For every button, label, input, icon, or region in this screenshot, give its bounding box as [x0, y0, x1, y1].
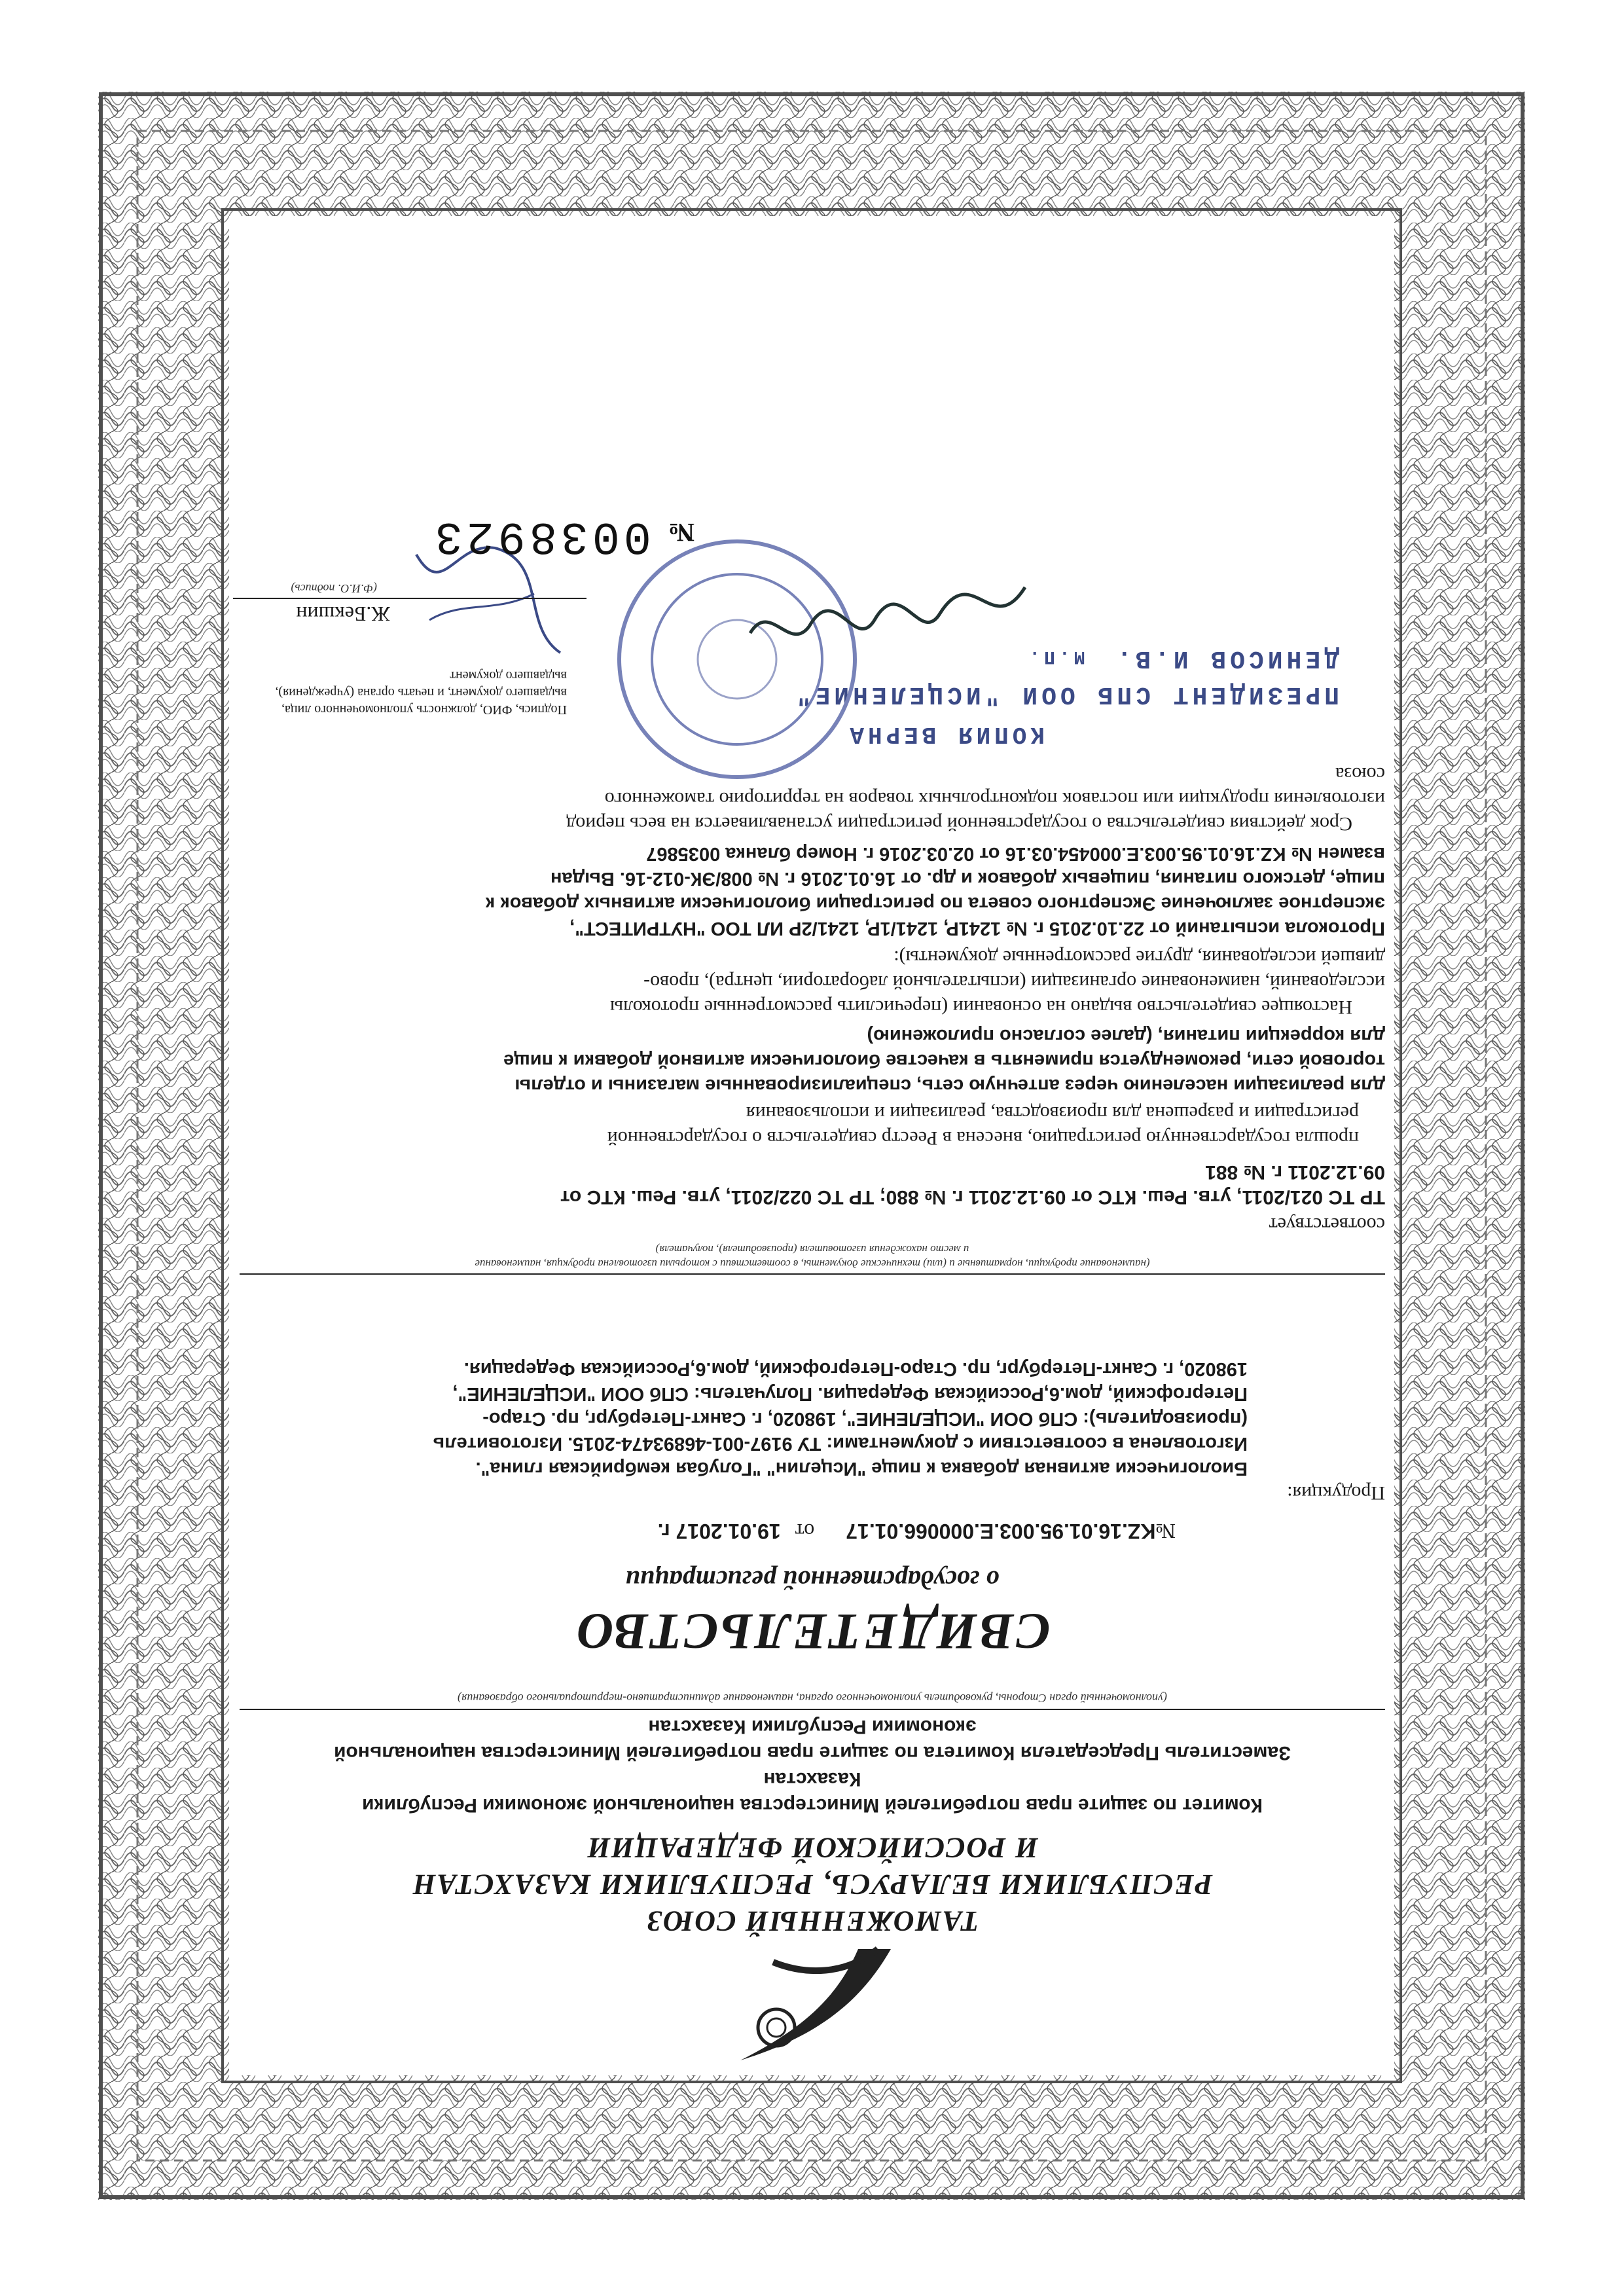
product-line-1: Биологически активная добавка к пище "Исцелин" "Голубая кембрийская глина".	[475, 1458, 1248, 1479]
date-prefix: от	[795, 1520, 815, 1543]
serial-prefix: №	[664, 518, 695, 547]
basis-line-7: взамен № KZ.16.01.95.003.E.000454.03.16 от 02.03.2016 г. Номер бланка 0035867	[646, 843, 1385, 864]
signature-caption-1: Подпись, ФИО, должность уполномоченного лица,	[281, 702, 567, 717]
product-description	[253, 1357, 1248, 1481]
signature-caption-3: выдавшего документ	[450, 668, 567, 683]
authority-line-3: Заместитель Председателя Комитета по защите прав потребителей Министерства национальной	[333, 1742, 1291, 1764]
basis-line-1: Настоящее свидетельство выдано на основании (перечислить рассмотренные протоколы	[609, 996, 1352, 1018]
authority-line-1: Комитет по защите прав потребителей Министерства национальной экономики Республики	[362, 1795, 1263, 1816]
issuing-authority	[240, 1713, 1385, 1818]
product-line-5: 198020, г. Санкт-Петербург, пр. Старо-Петергофский, дом.6,Российская Федерация.	[463, 1358, 1248, 1379]
basis-line-5: экспертное заключение Экспертного совета по регистрации биологически активных добавок к	[485, 893, 1385, 914]
validity-line-1: Срок действия свидетельства о государственной регистрации устанавливается на весь период	[566, 813, 1352, 835]
registration-line-3: для реализации населению через аптечную сеть, специализированные магазины и отделы	[514, 1075, 1385, 1096]
registration-line-1: прошла государственную регистрацию, внесена в Реестр свидетельств о государственной	[607, 1127, 1359, 1149]
conformity-line-2: 09.12.2011 г. № 881	[1205, 1161, 1385, 1183]
product-caption-2: и место нахождения изготовителя (производителя), получателя)	[655, 1243, 969, 1256]
union-line-2: РЕСПУБЛИКИ БЕЛАРУСЬ, РЕСПУБЛИКИ КАЗАХСТАН	[412, 1868, 1213, 1901]
signer-name: Ж.Бекшин	[296, 602, 390, 626]
customs-union-heading	[226, 1829, 1398, 1939]
authority-line-2: Казахстан	[763, 1768, 861, 1790]
basis-line-2: исследований, наименование организации (испытательной лаборатории, центра), прово-	[643, 972, 1385, 993]
blank-serial-number	[431, 509, 695, 561]
authority-rule	[240, 1709, 1385, 1710]
certificate-number-line	[456, 1519, 1176, 1543]
product-caption-1: (наименование продукции, нормативные и (или) технические документы, в соответствии с которыми изготовлена продукция, наименование	[475, 1258, 1150, 1270]
registration-statement	[233, 1101, 1359, 1150]
union-line-3: И РОССИЙСКОЙ ФЕДЕРАЦИИ	[586, 1832, 1038, 1864]
copy-certified-stamp: КОПИЯ ВЕРНА	[846, 721, 1045, 748]
basis-line-4: Протокола испытаний от 22.10.2015 г. № 1241Р, 1241/1Р, 1241/2Р ИЛ ТОО "НУТРИТЕСТ",	[569, 918, 1385, 939]
certificate-number: KZ.16.01.95.003.E.000066.01.17	[846, 1520, 1156, 1543]
registration-line-2: регистрации и разрешена для производства, реализации и использования	[746, 1102, 1359, 1124]
signature-caption-2: выдавшего документ, и печать органа (учреждения),	[275, 685, 567, 700]
number-prefix: №	[1155, 1520, 1176, 1543]
conformity-standards	[240, 1159, 1385, 1209]
union-title: ТАМОЖЕННЫЙ СОЮЗ	[645, 1905, 979, 1937]
basis-documents	[233, 841, 1385, 941]
product-line-3: (производитель): СПб ООИ "ИСЦЕЛЕНИЕ", 198020, г. Санкт-Петербург, пр. Старо-	[482, 1408, 1248, 1429]
signature-caption	[240, 667, 567, 718]
serial-value: 0038923	[431, 509, 651, 561]
basis-line-6: пище, детского питания, пищевых добавок и др. от 16.01.2016 г. № 008/ЭК-012-16. Выдан	[550, 868, 1385, 889]
signature-rule	[233, 598, 586, 599]
authority-caption: (уполномоченный орган Стороны, руководитель уполномоченного органа, наименование административно-территориального образования)	[458, 1692, 1167, 1705]
certificate-subtitle: о государственной регистрации	[625, 1565, 1000, 1595]
registration-scope	[233, 1023, 1385, 1098]
customs-union-logo-icon	[721, 1942, 904, 2073]
validity-line-2: изготовления продукции или поставок подконтрольных товаров на территорию таможенного	[604, 788, 1385, 810]
authority-line-4: экономики Республики Казахстан	[648, 1716, 977, 1738]
conformity-label: соответствует	[1269, 1214, 1385, 1235]
basis-line-3: дившей исследования, другие рассмотренные документы):	[893, 947, 1385, 968]
product-caption	[240, 1242, 1385, 1271]
product-line-4: Петергофский, дом.6,Российская Федерация. Получатель: СПб ООИ "ИСЦЕЛЕНИЕ",	[452, 1383, 1248, 1404]
president-stamp: ПРЕЗИДЕНТ СПБ ООИ "ИСЦЕЛЕНИЕ"	[792, 680, 1339, 708]
product-rule	[240, 1273, 1385, 1275]
certificate-content	[226, 234, 1398, 2080]
registration-line-5: для коррекции питания, (далее согласно приложению)	[867, 1025, 1385, 1046]
stamp-signer-name: ДЕНИСОВ И.В.	[1113, 644, 1339, 672]
validity-line-3: союза	[1335, 763, 1385, 785]
stamp-mp: М.П.	[1025, 646, 1085, 666]
registration-line-4: торговой сети, рекомендуется применять в качестве биологически активной добавки к пище	[503, 1050, 1385, 1071]
product-label: Продукция:	[1287, 1482, 1385, 1504]
signature-1-icon	[744, 561, 1032, 653]
signer-caption: (Ф.И.О. подпись)	[291, 582, 377, 595]
basis-intro	[233, 945, 1385, 1019]
certificate-title: СВИДЕТЕЛЬСТВО	[574, 1603, 1051, 1660]
stamp-name	[1025, 644, 1339, 672]
product-line-2: Изготовлена в соответствии с документами: ТУ 9197-001-46893474-2015. Изготовитель	[433, 1433, 1248, 1454]
conformity-line-1: ТР ТС 021/2011, утв. Реш. КТС от 09.12.2011 г. № 880; ТР ТС 022/2011, утв. Реш. КТС от	[560, 1186, 1385, 1208]
certificate-date: 19.01.2017 г.	[657, 1520, 781, 1543]
